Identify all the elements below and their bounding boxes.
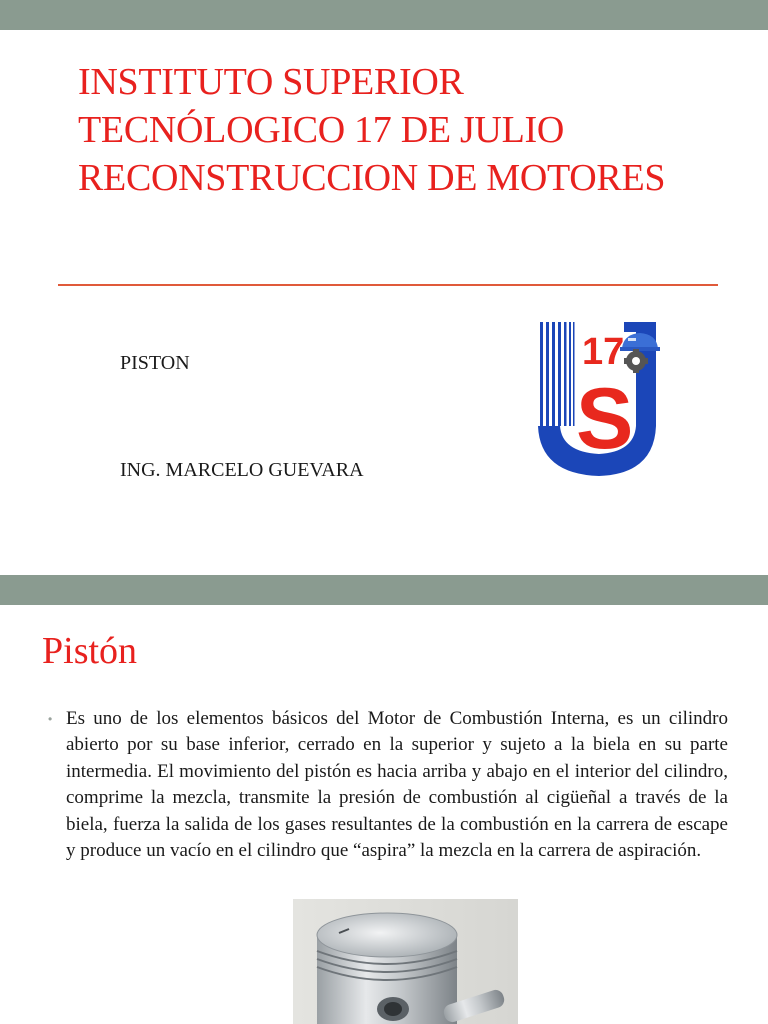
piston-photo bbox=[293, 899, 518, 1024]
author-name: ING. MARCELO GUEVARA bbox=[120, 459, 364, 481]
logo-letter: S bbox=[576, 371, 634, 467]
title-divider bbox=[58, 284, 718, 286]
institute-logo bbox=[538, 322, 660, 476]
slide-heading: Pistón bbox=[42, 630, 138, 672]
title-line-2: TECNÓLOGICO 17 DE JULIO bbox=[78, 109, 564, 151]
title-line-3: RECONSTRUCCION DE MOTORES bbox=[78, 157, 666, 199]
content-slide bbox=[0, 605, 768, 1024]
subtitle: PISTON bbox=[120, 352, 190, 374]
title-slide bbox=[0, 30, 768, 575]
bullet-item bbox=[48, 706, 728, 864]
logo-stripes bbox=[540, 322, 575, 426]
title-line-1: INSTITUTO SUPERIOR bbox=[78, 61, 464, 103]
bullet-text: Es uno de los elementos básicos del Motor de Combustión Interna, es un cilindro abierto por su base inferior, cerrado en la superior y sujeto a la biela en su parte intermedia. El movimiento del pistón es hacia arriba y abajo en el interior del cilindro, comprime la mezcla, transmite la presión de combustión al cigüeñal a través de la biela, fuerza la salida de los gases resultantes de la combustión en la carrera de escape y produce un vacío en el cilindro que “aspira” la mezcla en la carrera de aspiración. bbox=[66, 708, 728, 862]
separator-bar bbox=[0, 575, 768, 605]
logo-number: 17 bbox=[582, 331, 625, 373]
top-bar bbox=[0, 0, 768, 30]
bullet-icon: • bbox=[48, 712, 53, 726]
slide-title bbox=[78, 58, 665, 202]
